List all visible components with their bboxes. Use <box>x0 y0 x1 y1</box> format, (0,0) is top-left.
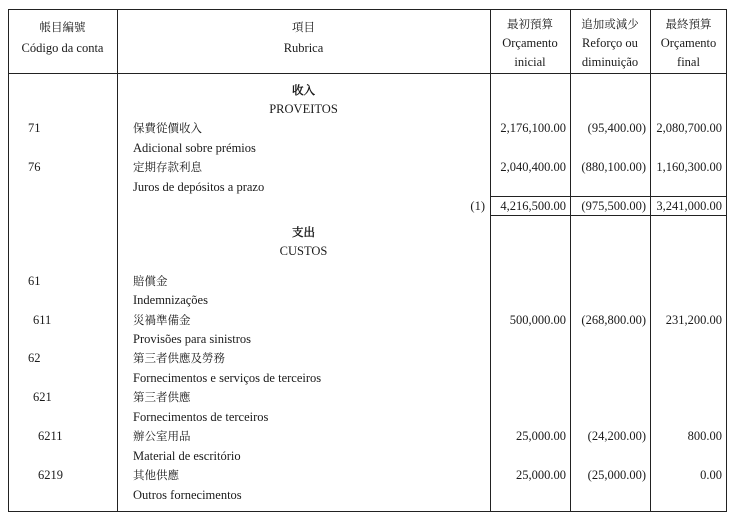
costs-title-pt: CUSTOS <box>279 244 328 258</box>
header-initial-zh: 最初預算 <box>507 17 553 31</box>
total-final-value: 3,241,000.00 <box>656 199 722 213</box>
change-value: (880,100.00) <box>581 160 646 174</box>
item-label-pt: Provisões para sinistros <box>133 332 252 346</box>
initial-value: 2,176,100.00 <box>500 121 566 135</box>
account-code: 71 <box>28 121 41 135</box>
initial-value: 500,000.00 <box>509 313 566 327</box>
item-label-zh: 賠償金 <box>133 274 168 288</box>
final-value: 800.00 <box>687 429 722 443</box>
footnote-marker: (1) <box>470 199 485 213</box>
costs-title-zh: 支出 <box>292 225 315 239</box>
item-label-pt: Fornecimentos de terceiros <box>133 410 269 424</box>
item-label-pt: Adicional sobre prémios <box>133 141 256 155</box>
header-initial-pt2: inicial <box>514 55 546 69</box>
change-value: (95,400.00) <box>587 121 646 135</box>
header-final-pt1: Orçamento <box>660 36 717 50</box>
income-title-zh: 收入 <box>292 83 315 97</box>
header-initial-pt1: Orçamento <box>502 36 558 50</box>
item-label-pt: Juros de depósitos a prazo <box>133 180 265 194</box>
header-change-pt1: Reforço ou <box>582 36 638 50</box>
item-label-pt: Fornecimentos e serviços de terceiros <box>133 371 322 385</box>
account-code: 611 <box>33 313 52 327</box>
account-code: 6211 <box>38 429 63 443</box>
subtotal-rule-top <box>490 196 727 197</box>
account-code: 621 <box>33 390 52 404</box>
final-value: 231,200.00 <box>665 313 722 327</box>
income-title-pt: PROVEITOS <box>269 102 338 116</box>
change-value: (25,000.00) <box>587 468 646 482</box>
initial-value: 25,000.00 <box>516 468 566 482</box>
account-code: 61 <box>28 274 41 288</box>
final-value: 2,080,700.00 <box>656 121 722 135</box>
item-label-zh: 定期存款利息 <box>133 160 202 174</box>
account-code: 6219 <box>38 468 63 482</box>
item-label-zh: 保費從價收入 <box>133 121 202 135</box>
change-value: (24,200.00) <box>587 429 646 443</box>
final-value: 1,160,300.00 <box>656 160 722 174</box>
header-code-zh: 帳目編號 <box>39 20 86 34</box>
item-label-zh: 災禍準備金 <box>133 313 191 327</box>
total-initial-value: 4,216,500.00 <box>500 199 566 213</box>
change-value: (268,800.00) <box>581 313 646 327</box>
item-label-pt: Indemnizações <box>133 293 208 307</box>
initial-value: 2,040,400.00 <box>500 160 566 174</box>
header-code-pt: Código da conta <box>21 41 104 55</box>
header-item-pt: Rubrica <box>283 41 324 55</box>
item-label-zh: 第三者供應 <box>133 390 191 404</box>
account-code: 76 <box>28 160 41 174</box>
header-rule <box>8 73 727 74</box>
final-value: 0.00 <box>700 468 722 482</box>
header-final-pt2: final <box>677 55 700 69</box>
item-label-zh: 第三者供應及勞務 <box>133 351 225 365</box>
header-change-zh: 追加或減少 <box>581 17 639 31</box>
initial-value: 25,000.00 <box>516 429 566 443</box>
subtotal-rule-bottom <box>490 215 727 216</box>
header-item-zh: 項目 <box>292 20 315 34</box>
account-code: 62 <box>28 351 41 365</box>
item-label-zh: 其他供應 <box>133 468 179 482</box>
item-label-zh: 辦公室用品 <box>133 429 191 443</box>
item-label-pt: Outros fornecimentos <box>133 488 242 502</box>
header-change-pt2: diminuição <box>581 55 639 69</box>
item-label-pt: Material de escritório <box>133 449 241 463</box>
header-final-zh: 最終預算 <box>665 17 712 31</box>
total-change-value: (975,500.00) <box>581 199 646 213</box>
